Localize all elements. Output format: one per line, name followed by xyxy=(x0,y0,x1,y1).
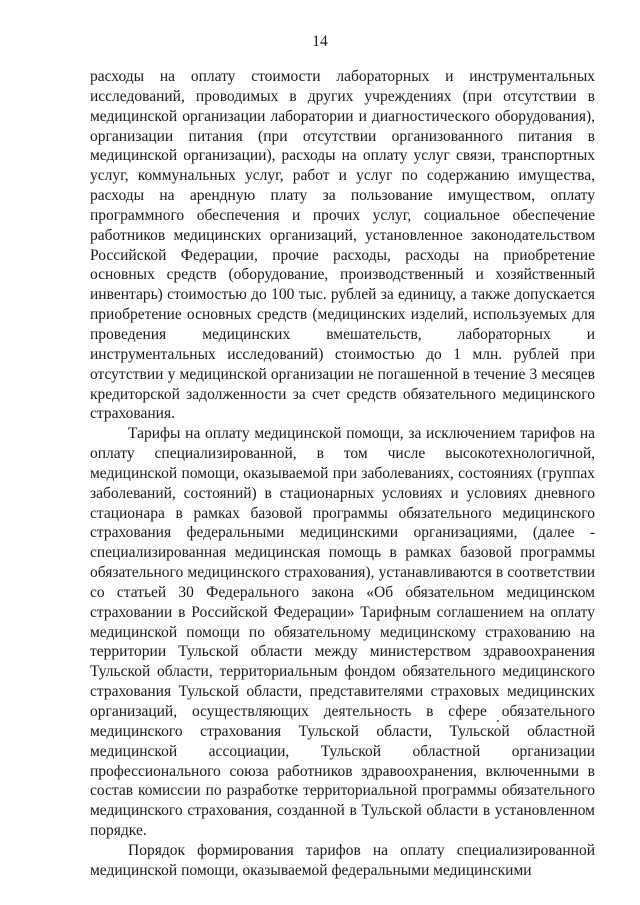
stray-ink-mark xyxy=(497,720,499,722)
paragraph-tariffs: Тарифы на оплату медицинской помощи, за исключением тарифов на оплату специализированной, в том числе высокотехнологичной, медицинской помощи, оказываемой при заболеваниях, состояниях (группах заболеваний, состояний) в стационарных условиях и условиях дневного стационара в рамках базовой программы обязательного медицинского страхования федеральными медицинскими организациями, (далее - специализированная медицинская помощь в рамках базовой программы обязательного медицинского страхования), устанавливаются в соответствии со статьей 30 Федерального закона «Об обязательном медицинском страховании в Российской Федерации» Тарифным соглашением на оплату медицинской помощи по обязательному медицинскому страхованию на территории Тульской области между министерством здравоохранения Тульской области, территориальным фондом обязательного медицинского страхования Тульской области, представителями страховых медицинских организаций, осуществляющих деятельность в сфере обязательного медицинского страхования Тульской области, Тульской областной медицинской ассоциации, Тульской областной организации профессионального союза работников здравоохранения, включенными в состав комиссии по разработке территориальной программы обязательного медицинского страхования, созданной в Тульской области в установленном порядке. xyxy=(90,425,595,840)
body-text xyxy=(90,67,595,881)
paragraph-tariff-procedure: Порядок формирования тарифов на оплату специализированной медицинской помощи, оказываемой федеральными медицинскими xyxy=(90,841,595,879)
paragraph-expenses-continuation: расходы на оплату стоимости лабораторных и инструментальных исследований, проводимых в других учреждениях (при отсутствии в медицинской организации лаборатории и диагностического оборудования), организации питания (при отсутствии организованного питания в медицинской организации), расходы на оплату услуг связи, транспортных услуг, коммунальных услуг, работ и услуг по содержанию имущества, расходы на арендную плату за пользование имуществом, оплату программного обеспечения и прочих услуг, социальное обеспечение работников медицинских организаций, установленное законодательством Российской Федерации, прочие расходы, расходы на приобретение основных средств (оборудование, производственный и хозяйственный инвентарь) стоимостью до 100 тыс. рублей за единицу, а также допускается приобретение основных средств (медицинских изделий, используемых для проведения медицинских вмешательств, лабораторных и инструментальных исследований) стоимостью до 1 млн. рублей при отсутствии у медицинской организации не погашенной в течение 3 месяцев кредиторской задолженности за счет средств обязательного медицинского страхования. xyxy=(90,68,595,423)
page-number: 14 xyxy=(312,33,328,50)
